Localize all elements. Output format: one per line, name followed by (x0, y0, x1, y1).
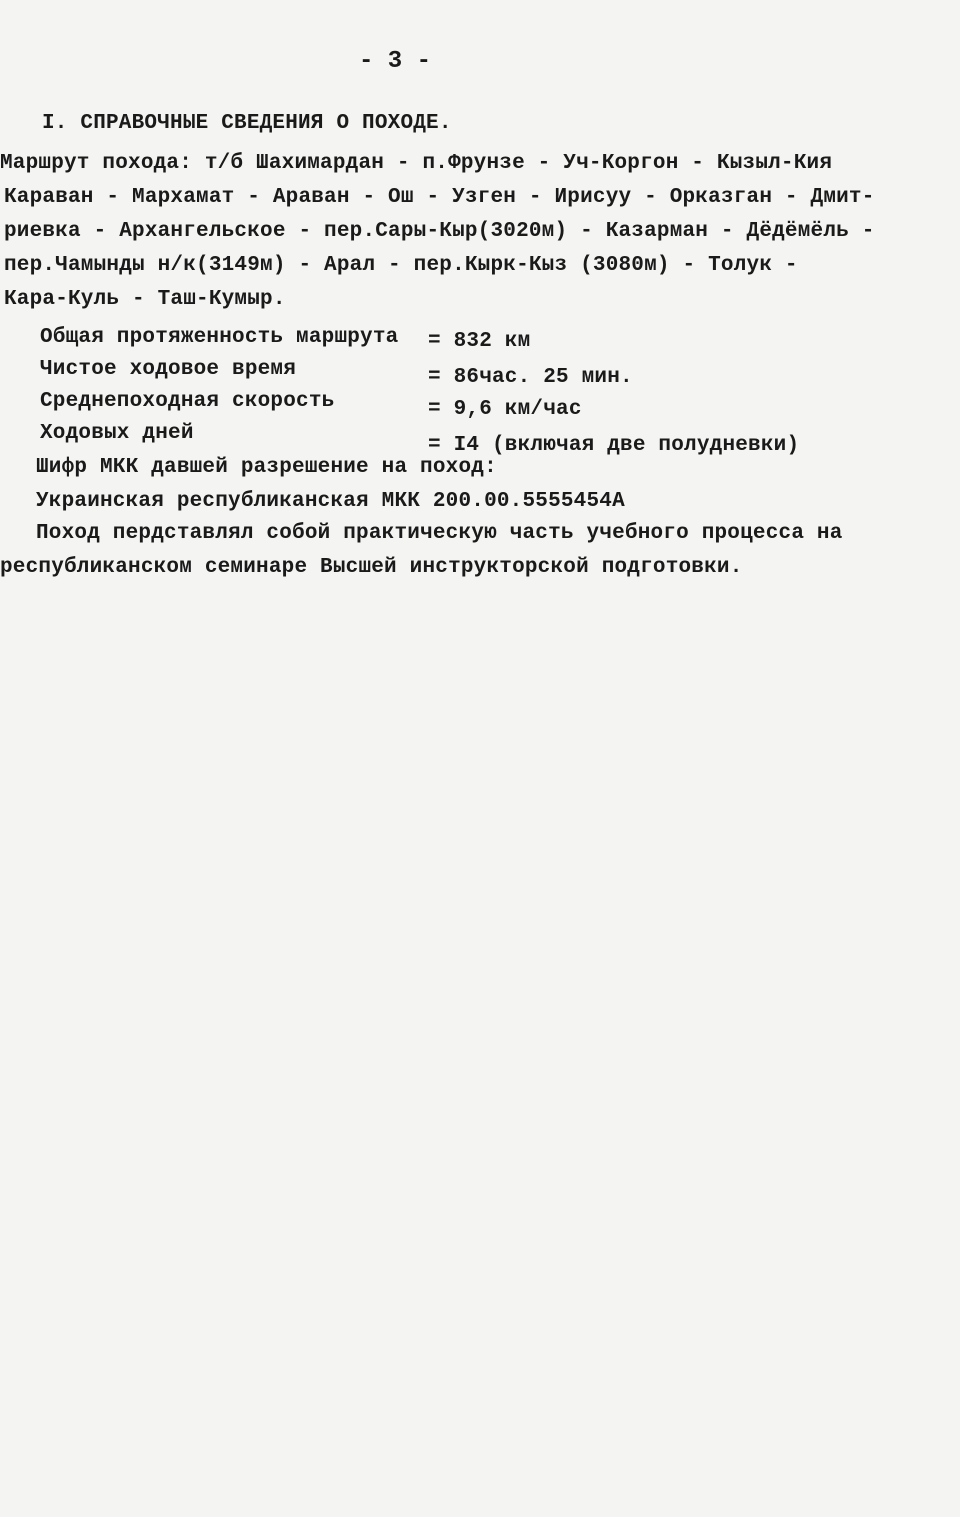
stat-label-time: Чистое ходовое время (40, 358, 297, 381)
stat-value-time: = 86час. 25 мин. (428, 366, 633, 389)
permit-value: Украинская республиканская МКК 200.00.5555454А (36, 490, 625, 513)
note-line: республиканском семинаре Высшей инструкторской подготовки. (0, 556, 743, 579)
route-line: Маршрут похода: т/б Шахимардан - п.Фрунзе - Уч-Коргон - Кызыл-Кия (0, 152, 833, 175)
stat-label-distance: Общая протяженность маршрута (40, 326, 399, 349)
stat-label-days: Ходовых дней (40, 422, 194, 445)
route-line: Кара-Куль - Таш-Кумыр. (4, 288, 286, 311)
stat-label-speed: Среднепоходная скорость (40, 390, 335, 413)
route-line: пер.Чамынды н/к(3149м) - Арал - пер.Кырк-Кыз (3080м) - Толук - (4, 254, 798, 277)
stat-value-days: = I4 (включая две полудневки) (428, 434, 800, 457)
route-line: Караван - Мархамат - Араван - Ош - Узген - Ирисуу - Орказган - Дмит- (4, 186, 875, 209)
permit-line: Шифр МКК давшей разрешение на поход: (36, 456, 497, 479)
page-number: - 3 - (358, 48, 431, 75)
note-line: Поход пердставлял собой практическую часть учебного процесса на (36, 522, 843, 545)
section-heading: I. СПРАВОЧНЫЕ СВЕДЕНИЯ О ПОХОДЕ. (42, 112, 452, 135)
stat-value-speed: = 9,6 км/час (428, 398, 582, 421)
stat-value-distance: = 832 км (428, 330, 531, 353)
route-line: риевка - Архангельское - пер.Сары-Кыр(3020м) - Казарман - Дёдёмёль - (4, 220, 875, 243)
